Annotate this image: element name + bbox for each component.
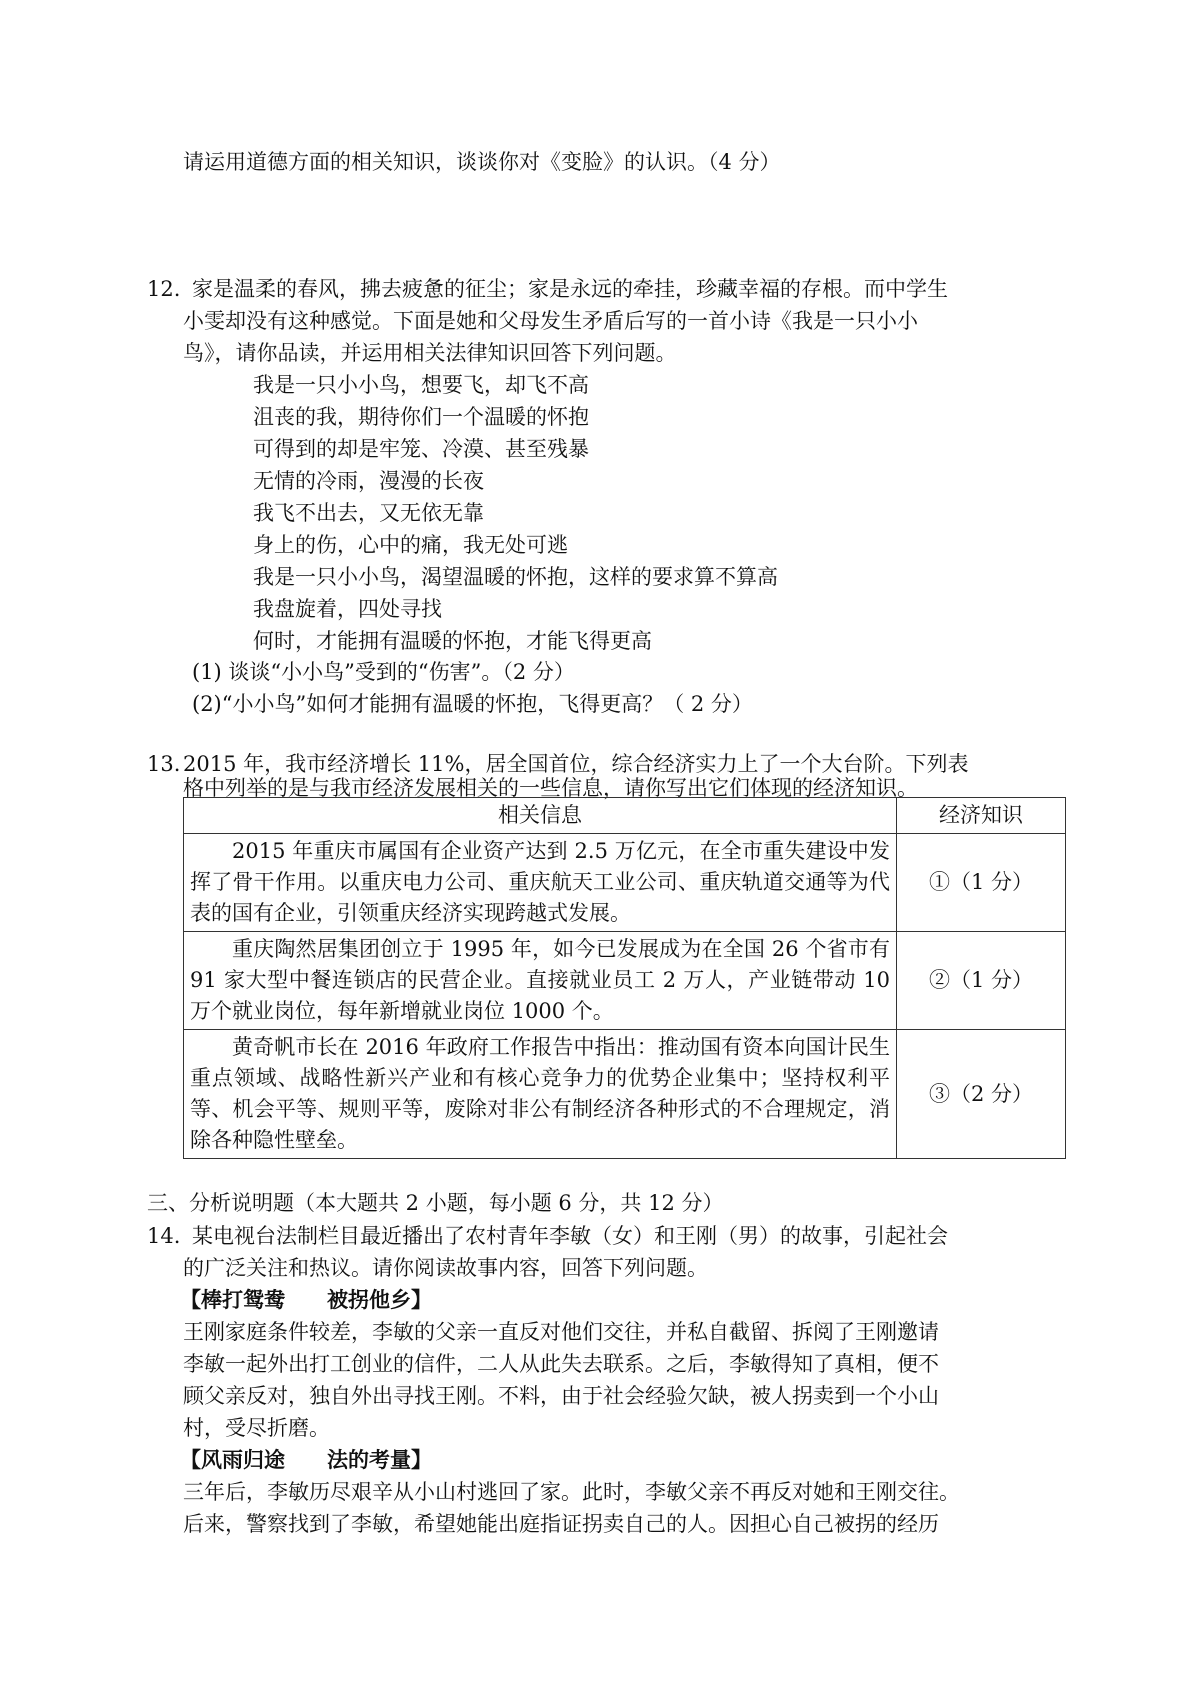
q12-intro-line-1: 家是温柔的春风，拂去疲惫的征尘；家是永远的牵挂，珍藏幸福的存根。而中学生 <box>192 277 948 301</box>
q14-intro-line-1: 某电视台法制栏目最近播出了农村青年李敏（女）和王刚（男）的故事，引起社会 <box>192 1224 948 1248</box>
q14-intro-line-2: 的广泛关注和热议。请你阅读故事内容，回答下列问题。 <box>183 1256 708 1280</box>
q12-number: 12. <box>147 277 181 301</box>
table-row <box>184 834 1066 932</box>
story-part-1-line-3: 顾父亲反对，独自外出寻找王刚。不料，由于社会经验欠缺，被人拐卖到一个小山 <box>183 1384 939 1408</box>
q12-sub-question-1: (1) 谈谈“小小鸟”受到的“伤害”。（2 分） <box>192 660 575 684</box>
table-cell-answer: ②（1 分） <box>897 932 1066 1030</box>
q13-intro-line-1: 2015 年，我市经济增长 11%，居全国首位，综合经济实力上了一个大台阶。下列表 <box>183 752 969 776</box>
table-header-info: 相关信息 <box>184 798 897 834</box>
q12-intro-line-3: 鸟》，请你品读，并运用相关法律知识回答下列问题。 <box>183 341 677 365</box>
table-header-row <box>184 798 1066 834</box>
q12-intro-line-2: 小雯却没有这种感觉。下面是她和父母发生矛盾后写的一首小诗《我是一只小小 <box>183 309 918 333</box>
story-part-1-title: 【棒打鸳鸯 被拐他乡】 <box>180 1287 432 1312</box>
section-heading: 三、分析说明题（本大题共 2 小题，每小题 6 分，共 12 分） <box>147 1191 724 1215</box>
table-cell-info: 重庆陶然居集团创立于 1995 年，如今已发展成为在全国 26 个省市有 91 家大型中餐连锁店的民营企业。直接就业员工 2 万人，产业链带动 10 万个就业岗位，每年新增就业岗位 1000 个。 <box>184 932 897 1030</box>
table-cell-info: 黄奇帆市长在 2016 年政府工作报告中指出：推动国有资本向国计民生重点领域、战略性新兴产业和有核心竞争力的优势企业集中；坚持权利平等、机会平等、规则平等，废除对非公有制经济各种形式的不合理规定，消除各种隐性壁垒。 <box>184 1030 897 1159</box>
poem-line-7: 我是一只小小鸟，渴望温暖的怀抱，这样的要求算不算高 <box>253 565 778 589</box>
story-part-1-line-1: 王刚家庭条件较差，李敏的父亲一直反对他们交往，并私自截留、拆阅了王刚邀请 <box>183 1320 939 1344</box>
table-header-knowledge: 经济知识 <box>897 798 1066 834</box>
story-part-1-line-4: 村，受尽折磨。 <box>183 1416 330 1440</box>
poem-line-4: 无情的冷雨，漫漫的长夜 <box>253 469 484 493</box>
poem-line-3: 可得到的却是牢笼、冷漠、甚至残暴 <box>253 437 589 461</box>
story-part-1-line-2: 李敏一起外出打工创业的信件，二人从此失去联系。之后，李敏得知了真相，便不 <box>183 1352 939 1376</box>
q13-number: 13. <box>147 752 181 776</box>
poem-line-2: 沮丧的我，期待你们一个温暖的怀抱 <box>253 405 589 429</box>
poem-line-1: 我是一只小小鸟，想要飞，却飞不高 <box>253 373 589 397</box>
poem-line-5: 我飞不出去，又无依无靠 <box>253 501 484 525</box>
economic-info-table <box>183 797 1066 1159</box>
q11-prompt: 请运用道德方面的相关知识，谈谈你对《变脸》的认识。（4 分） <box>183 150 781 174</box>
table-cell-answer: ③（2 分） <box>897 1030 1066 1159</box>
story-part-2-line-1: 三年后，李敏历尽艰辛从小山村逃回了家。此时，李敏父亲不再反对她和王刚交往。 <box>183 1480 960 1504</box>
q14-number: 14. <box>147 1224 181 1248</box>
poem-line-9: 何时，才能拥有温暖的怀抱，才能飞得更高 <box>253 629 652 653</box>
table-row <box>184 932 1066 1030</box>
q12-sub-question-2: (2)“小小鸟”如何才能拥有温暖的怀抱，飞得更高？（ 2 分） <box>192 692 753 716</box>
story-part-2-line-2: 后来，警察找到了李敏，希望她能出庭指证拐卖自己的人。因担心自己被拐的经历 <box>183 1512 939 1536</box>
table-cell-info: 2015 年重庆市属国有企业资产达到 2.5 万亿元，在全市重失建设中发挥了骨干作用。以重庆电力公司、重庆航天工业公司、重庆轨道交通等为代表的国有企业，引领重庆经济实现跨越式发展。 <box>184 834 897 932</box>
q13-intro-line-2: 格中列举的是与我市经济发展相关的一些信息，请你写出它们体现的经济知识。 <box>183 776 918 800</box>
story-part-2-title: 【风雨归途 法的考量】 <box>180 1447 432 1472</box>
table-cell-answer: ①（1 分） <box>897 834 1066 932</box>
table-row <box>184 1030 1066 1159</box>
poem-line-8: 我盘旋着，四处寻找 <box>253 597 442 621</box>
poem-line-6: 身上的伤，心中的痛，我无处可逃 <box>253 533 568 557</box>
